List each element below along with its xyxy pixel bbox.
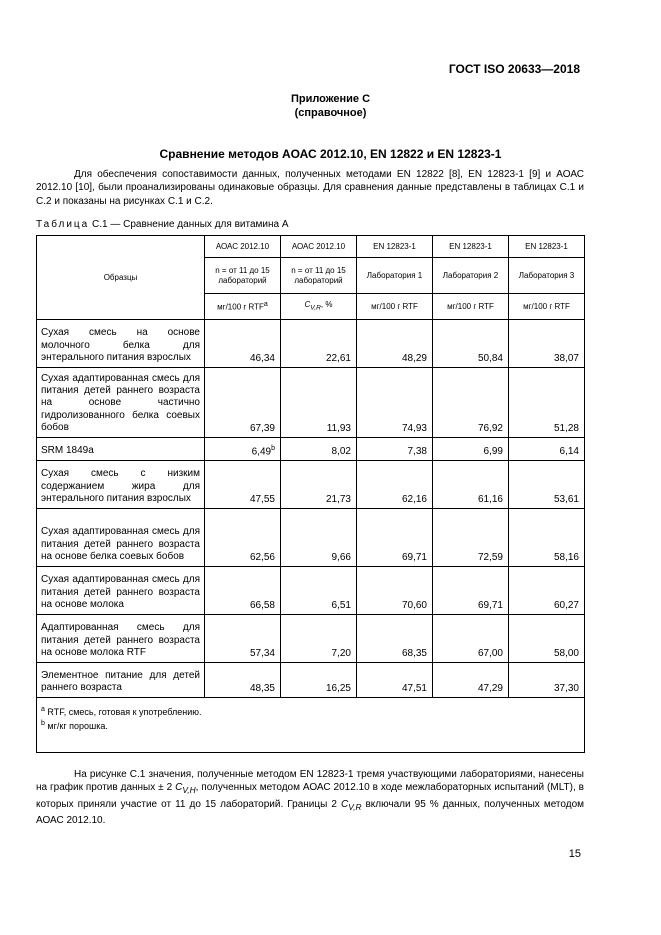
value-cell: 58,00 [509, 615, 585, 663]
method-header: EN 12823-1 [357, 236, 433, 258]
value-cell: 57,34 [205, 615, 281, 663]
value-cell: 53,61 [509, 461, 585, 509]
units-header: мг/100 г RTF$^a$ [205, 294, 281, 320]
annex-title: Приложение С [290, 93, 371, 105]
sample-name: Сухая смесь на основе молочного белка для энтерального питания взрослых [37, 320, 205, 368]
units-header: мг/100 г RTF [509, 294, 585, 320]
section-title: Сравнение методов АОАС 2012.10, EN 12822 и EN 12823-1 [159, 147, 502, 161]
participants-header: Лаборатория 3 [509, 258, 585, 294]
sample-name: Адаптированная смесь для питания детей раннего возраста на основе молока RTF [37, 615, 205, 663]
units-header: мг/100 г RTF [357, 294, 433, 320]
value-cell: 37,30 [509, 663, 585, 698]
value-cell: 11,93 [281, 368, 357, 438]
value-cell: 6,49$^b$ [205, 438, 281, 461]
table-caption-label: С.1 — Сравнение данных для витамина А [92, 219, 289, 230]
value-cell: 6,51 [281, 567, 357, 615]
sample-name: Сухая адаптированная смесь для питания детей раннего возраста на основе частично гидролизованного белка соевых бобов [37, 368, 205, 438]
participants-header: Лаборатория 1 [357, 258, 433, 294]
value-cell: 21,73 [281, 461, 357, 509]
intro-paragraph: Для обеспечения сопоставимости данных, полученных методами EN 12822 [8], EN 12823-1 [9] и АОАС 2012.10 [10], были проанализированы одинаковые образцы. Для сравнения данные представлены в таблицах С.1 и С.2 и показаны на рисунках С.1 и С.2. [36, 169, 584, 207]
table-row [37, 509, 585, 567]
sample-name: Сухая адаптированная смесь для питания детей раннего возраста на основе белка соевых бобов [37, 509, 205, 567]
value-cell: 62,16 [357, 461, 433, 509]
table-row [37, 461, 585, 509]
header-row-methods [37, 236, 585, 258]
value-cell: 68,35 [357, 615, 433, 663]
table-row [37, 567, 585, 615]
method-header: АОАС 2012.10 [281, 236, 357, 258]
table-caption-prefix: Таблица [36, 219, 90, 230]
table-row [37, 663, 585, 698]
value-cell: 67,39 [205, 368, 281, 438]
value-cell: 76,92 [433, 368, 509, 438]
sample-name: Сухая адаптированная смесь для питания детей раннего возраста на основе молока [37, 567, 205, 615]
value-cell: 47,55 [205, 461, 281, 509]
value-cell: 74,93 [357, 368, 433, 438]
method-header: EN 12823-1 [433, 236, 509, 258]
sample-name: Элементное питание для детей раннего возраста [37, 663, 205, 698]
value-cell: 9,66 [281, 509, 357, 567]
units-header: $C_{V,R}$, % [281, 294, 357, 320]
closing-paragraph: На рисунке С.1 значения, полученные методом EN 12823-1 тремя участвующими лабораториями, нанесены на график против данных ± 2 $C_{V,H}$, полученных методом АОАС 2012.10 в ходе межлабораторных испытаний (MLT), в которых приняли участие от 11 до 15 лабораторий. Границы 2 $C_{V,R}$ включали 95 % данных, полученных методом АОАС 2012.10. [36, 769, 585, 826]
value-cell: 46,34 [205, 320, 281, 368]
participants-header: n = от 11 до 15 лабораторий [281, 258, 357, 294]
value-cell: 72,59 [433, 509, 509, 567]
value-cell: 50,84 [433, 320, 509, 368]
value-cell: 66,58 [205, 567, 281, 615]
table-row [37, 615, 585, 663]
vitamin-a-comparison-table [36, 235, 585, 753]
samples-header: Образцы [37, 236, 205, 320]
sample-name: Сухая смесь с низким содержанием жира для энтерального питания взрослых [37, 461, 205, 509]
value-cell: 51,28 [509, 368, 585, 438]
value-cell: 69,71 [357, 509, 433, 567]
annex-heading [0, 92, 661, 120]
table-caption [36, 219, 289, 230]
table-row [37, 368, 585, 438]
value-cell: 6,99 [433, 438, 509, 461]
participants-header: n = от 11 до 15 лабораторий [205, 258, 281, 294]
footnote: $^b$ мг/кг порошка. [41, 720, 108, 731]
annex-subtitle: (справочное) [294, 107, 367, 119]
value-cell: 22,61 [281, 320, 357, 368]
value-cell: 6,14 [509, 438, 585, 461]
value-cell: 60,27 [509, 567, 585, 615]
document-id: ГОСТ ISO 20633—2018 [448, 62, 580, 76]
table-row [37, 320, 585, 368]
value-cell: 47,29 [433, 663, 509, 698]
value-cell: 48,29 [357, 320, 433, 368]
value-cell: 8,02 [281, 438, 357, 461]
footnote: $^a$ RTF, смесь, готовая к употреблению. [41, 706, 202, 717]
units-header: мг/100 г RTF [433, 294, 509, 320]
value-cell: 67,00 [433, 615, 509, 663]
value-cell: 62,56 [205, 509, 281, 567]
value-cell: 61,16 [433, 461, 509, 509]
method-header: АОАС 2012.10 [205, 236, 281, 258]
value-cell: 7,38 [357, 438, 433, 461]
participants-header: Лаборатория 2 [433, 258, 509, 294]
value-cell: 7,20 [281, 615, 357, 663]
value-cell: 69,71 [433, 567, 509, 615]
table-row [37, 438, 585, 461]
table-footnotes [37, 698, 585, 753]
page-number: 15 [568, 848, 581, 860]
value-cell: 47,51 [357, 663, 433, 698]
sample-name: SRM 1849a [37, 438, 205, 461]
value-cell: 48,35 [205, 663, 281, 698]
value-cell: 58,16 [509, 509, 585, 567]
value-cell: 70,60 [357, 567, 433, 615]
method-header: EN 12823-1 [509, 236, 585, 258]
value-cell: 38,07 [509, 320, 585, 368]
footnote-row [37, 698, 585, 753]
value-cell: 16,25 [281, 663, 357, 698]
